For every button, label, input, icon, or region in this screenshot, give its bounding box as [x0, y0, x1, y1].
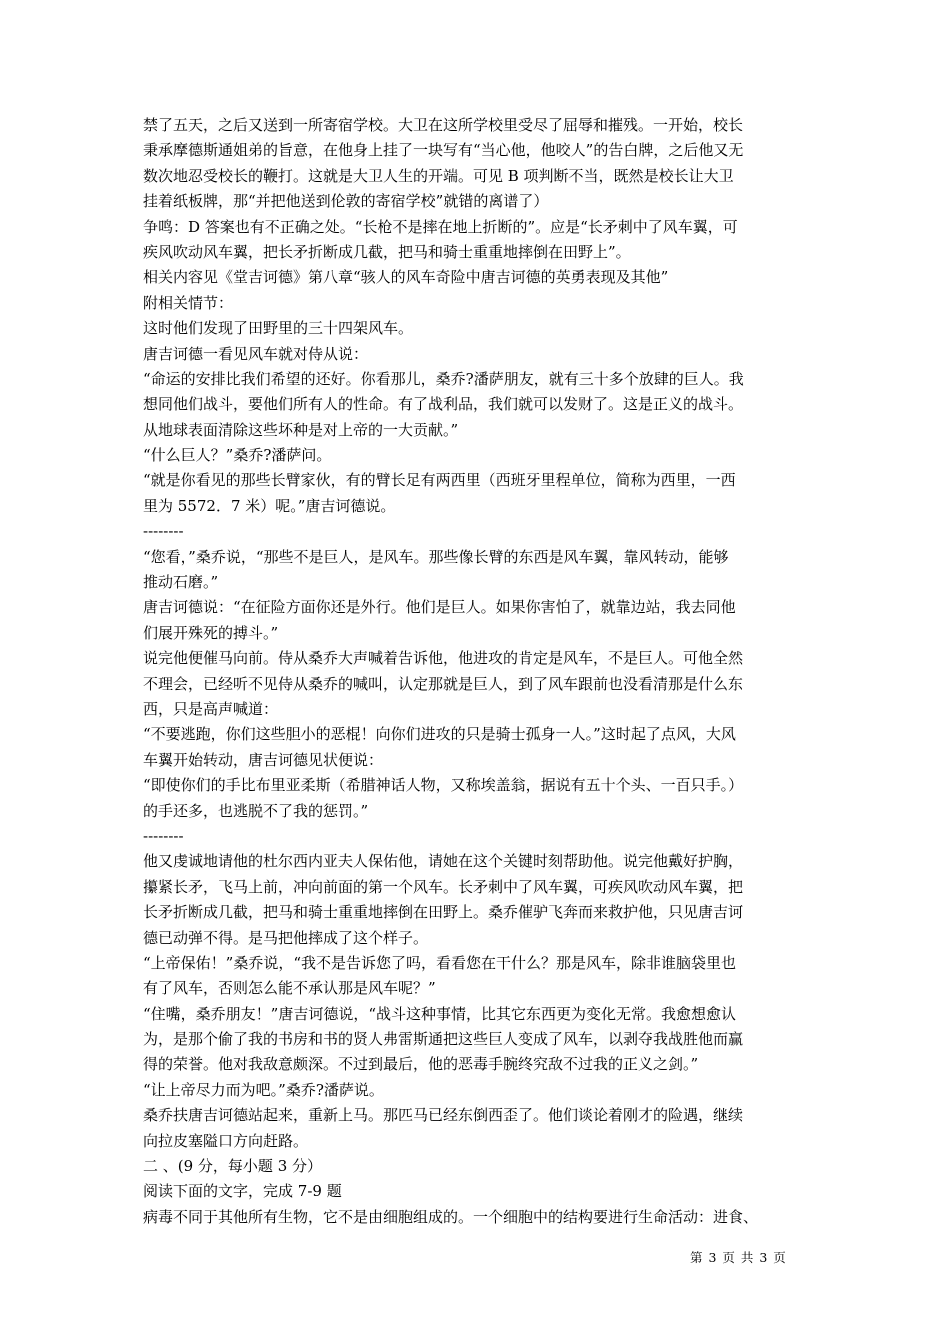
text-line: 禁了五天，之后又送到一所寄宿学校。大卫在这所学校里受尽了屈辱和摧残。一开始，校长 — [143, 116, 744, 134]
text-line: 得的荣誉。他对我敌意颇深。不过到最后，他的恶毒手腕终究敌不过我的正义之剑。” — [143, 1055, 699, 1074]
text-line: 向拉皮塞隘口方向赶路。 — [143, 1131, 309, 1150]
text-line: 里为 5572．7 米）呢。”唐吉诃德说。 — [143, 496, 396, 515]
text-line: 有了风车，否则怎么能不承认那是风车呢？” — [143, 979, 436, 998]
text-line: 车翼开始转动，唐吉诃德见状便说： — [143, 750, 384, 769]
text-line: 数次地忍受校长的鞭打。这就是大卫人生的开端。可见 B 项判断不当，既然是校长让大卫 — [143, 166, 734, 185]
text-line: “就是你看见的那些长臂家伙，有的臂长足有两西里（西班牙里程单位，简称为西里，一西 — [143, 471, 736, 490]
document-body — [143, 113, 811, 1230]
text-line: 唐吉诃德一看见风车就对侍从说： — [143, 344, 369, 363]
text-line: 秉承摩德斯通姐弟的旨意，在他身上挂了一块写有“当心他，他咬人”的告白牌，之后他又无 — [143, 141, 744, 160]
text-line: 桑乔扶唐吉诃德站起来，重新上马。那匹马已经东倒西歪了。他们谈论着刚才的险遇，继续 — [143, 1106, 744, 1125]
text-line: 不理会，已经听不见侍从桑乔的喊叫，认定那就是巨人，到了风车跟前也没看清那是什么东 — [143, 674, 744, 693]
page-footer: 第 3 页 共 3 页 — [690, 1250, 787, 1265]
text-line: 相关内容见《堂吉诃德》第八章“骇人的风车奇险中唐吉诃德的英勇表现及其他” — [143, 268, 669, 287]
text-line: “住嘴，桑乔朋友！”唐吉诃德说，“战斗这种事情，比其它东西更为变化无常。我愈想愈认 — [143, 1004, 737, 1023]
text-line: 长矛折断成几截，把马和骑士重重地摔倒在田野上。桑乔催驴飞奔而来救护他，只见唐吉诃 — [143, 903, 744, 922]
text-line: 的手还多，也逃脱不了我的惩罚。” — [143, 801, 369, 820]
text-line: “即使你们的手比布里亚柔斯（希腊神话人物，又称埃盖翁，据说有五十个头、一百只手。） — [143, 776, 744, 795]
text-line: “让上帝尽力而为吧。”桑乔?潘萨说。 — [143, 1080, 384, 1099]
text-line: 推动石磨。” — [143, 573, 219, 592]
text-line: 唐吉诃德说：“在征险方面你还是外行。他们是巨人。如果你害怕了，就靠边站，我去同他 — [143, 598, 736, 617]
text-line: 德已动弹不得。是马把他摔成了这个样子。 — [143, 928, 429, 947]
text-line: 挂着纸板牌，那“并把他送到伦敦的寄宿学校”就错的离谱了） — [143, 192, 549, 211]
text-line: 二 、(9 分，每小题 3 分） — [143, 1157, 323, 1176]
text-line: -------- — [143, 826, 184, 845]
text-line: 病毒不同于其他所有生物，它不是由细胞组成的。一个细胞中的结构要进行生命活动：进食、 — [143, 1207, 759, 1226]
text-line: 说完他便催马向前。侍从桑乔大声喊着告诉他，他进攻的肯定是风车，不是巨人。可他全然 — [143, 649, 744, 668]
text-line: “不要逃跑，你们这些胆小的恶棍！向你们进攻的只是骑士孤身一人。”这时起了点风，大风 — [143, 725, 736, 744]
text-line: 想同他们战斗，要他们所有人的性命。有了战利品，我们就可以发财了。这是正义的战斗。 — [143, 395, 744, 414]
text-line: “您看，”桑乔说，“那些不是巨人，是风车。那些像长臂的东西是风车翼，靠风转动，能够 — [143, 547, 729, 566]
text-line: 为，是那个偷了我的书房和书的贤人弗雷斯通把这些巨人变成了风车，以剥夺我战胜他而赢 — [143, 1030, 744, 1049]
text-line: 西，只是高声喊道： — [143, 699, 279, 718]
text-line: 附相关情节： — [143, 293, 234, 312]
text-line: 从地球表面清除这些坏种是对上帝的一大贡献。” — [143, 420, 459, 439]
text-line: “什么巨人？”桑乔?潘萨问。 — [143, 446, 332, 465]
text-line: 他又虔诚地请他的杜尔西内亚夫人保佑他，请她在这个关键时刻帮助他。说完他戴好护胸， — [143, 852, 744, 871]
text-line: 这时他们发现了田野里的三十四架风车。 — [143, 319, 414, 338]
text-line: 们展开殊死的搏斗。” — [143, 623, 279, 642]
text-line: “命运的安排比我们希望的还好。你看那儿，桑乔?潘萨朋友，就有三十多个放肆的巨人。我 — [143, 369, 744, 388]
text-line: -------- — [143, 522, 184, 541]
text-line: 攥紧长矛，飞马上前，冲向前面的第一个风车。长矛刺中了风车翼，可疾风吹动风车翼，把 — [143, 877, 744, 896]
text-line: 争鸣：D 答案也有不正确之处。“长枪不是摔在地上折断的”。应是“长矛刺中了风车翼，可 — [143, 217, 738, 236]
text-line: 阅读下面的文字，完成 7-9 题 — [143, 1182, 342, 1201]
text-line: 疾风吹动风车翼，把长矛折断成几截，把马和骑士重重地摔倒在田野上”。 — [143, 242, 631, 261]
text-line: “上帝保佑！”桑乔说，“我不是告诉您了吗，看看您在干什么？那是风车，除非谁脑袋里也 — [143, 953, 737, 972]
